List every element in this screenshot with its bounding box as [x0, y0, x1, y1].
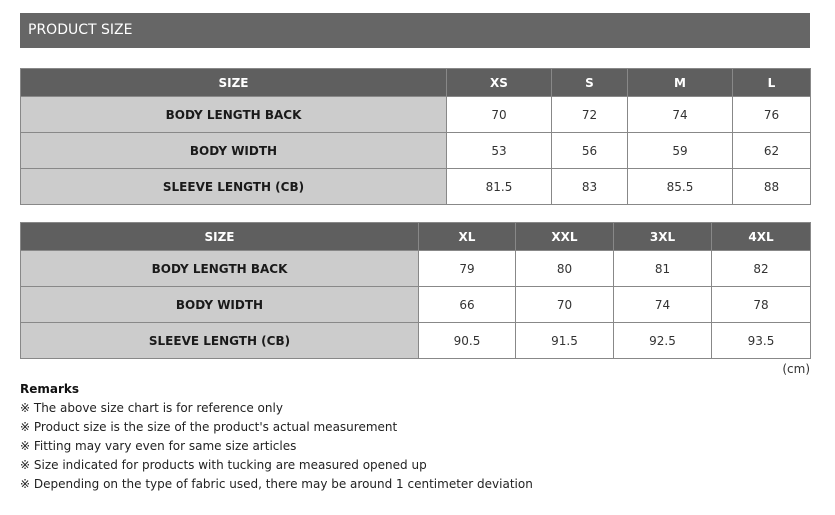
- size-header: SIZE: [21, 223, 419, 251]
- size-column-header: 3XL: [614, 223, 712, 251]
- table-cell: 93.5: [712, 323, 811, 359]
- table-cell: 70: [516, 287, 614, 323]
- size-column-header: XXL: [516, 223, 614, 251]
- remark-item: ※ The above size chart is for reference only: [20, 401, 283, 415]
- table-cell: 74: [614, 287, 712, 323]
- remark-item: ※ Product size is the size of the product's actual measurement: [20, 420, 398, 434]
- remark-item: ※ Depending on the type of fabric used, there may be around 1 centimeter deviation: [20, 477, 533, 491]
- table-cell: 56: [552, 133, 628, 169]
- table-header-row: [21, 223, 811, 251]
- remark-item: ※ Fitting may vary even for same size articles: [20, 439, 297, 453]
- size-column-header: S: [552, 69, 628, 97]
- table-cell: 66: [419, 287, 516, 323]
- table-cell: 70: [447, 97, 552, 133]
- size-column-header: XL: [419, 223, 516, 251]
- table-cell: 78: [712, 287, 811, 323]
- size-header: SIZE: [21, 69, 447, 97]
- remark-item: ※ Size indicated for products with tucking are measured opened up: [20, 458, 427, 472]
- table-cell: 72: [552, 97, 628, 133]
- row-label: BODY LENGTH BACK: [21, 251, 419, 287]
- row-label: SLEEVE LENGTH (CB): [21, 169, 447, 205]
- table-cell: 76: [733, 97, 811, 133]
- table-cell: 92.5: [614, 323, 712, 359]
- table-row: [21, 97, 811, 133]
- row-label: SLEEVE LENGTH (CB): [21, 323, 419, 359]
- table-row: [21, 169, 811, 205]
- table-cell: 91.5: [516, 323, 614, 359]
- size-table-2: [20, 222, 811, 359]
- size-column-header: 4XL: [712, 223, 811, 251]
- page-title: PRODUCT SIZE: [20, 13, 810, 48]
- table-cell: 59: [628, 133, 733, 169]
- table-cell: 79: [419, 251, 516, 287]
- table-row: [21, 133, 811, 169]
- table-cell: 81: [614, 251, 712, 287]
- table-cell: 82: [712, 251, 811, 287]
- table-header-row: [21, 69, 811, 97]
- table-row: [21, 287, 811, 323]
- table-cell: 88: [733, 169, 811, 205]
- table-cell: 81.5: [447, 169, 552, 205]
- table-row: [21, 251, 811, 287]
- table-cell: 85.5: [628, 169, 733, 205]
- row-label: BODY LENGTH BACK: [21, 97, 447, 133]
- table-cell: 62: [733, 133, 811, 169]
- remarks-title: Remarks: [20, 382, 80, 396]
- unit-label: (cm): [782, 362, 810, 376]
- size-column-header: XS: [447, 69, 552, 97]
- table-cell: 53: [447, 133, 552, 169]
- table-cell: 90.5: [419, 323, 516, 359]
- row-label: BODY WIDTH: [21, 287, 419, 323]
- table-cell: 80: [516, 251, 614, 287]
- remarks-section: [20, 380, 800, 494]
- row-label: BODY WIDTH: [21, 133, 447, 169]
- size-table-1: [20, 68, 811, 205]
- table-cell: 83: [552, 169, 628, 205]
- size-column-header: L: [733, 69, 811, 97]
- table-row: [21, 323, 811, 359]
- size-column-header: M: [628, 69, 733, 97]
- table-cell: 74: [628, 97, 733, 133]
